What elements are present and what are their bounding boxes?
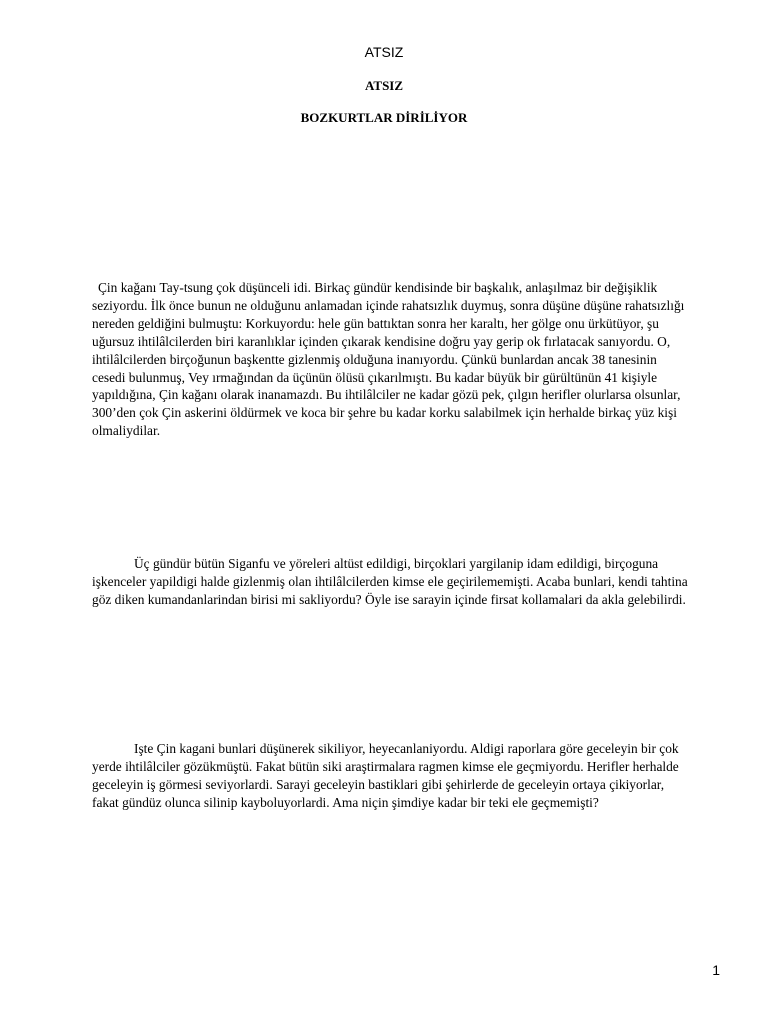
paragraph: Üç gündür bütün Siganfu ve yöreleri altüst edildigi, birçoklari yargilanip idam edildigi, birçoguna işkenceler yapildigi halde gizlenmiş olan ihtilâlcilerden kimse ele geçirilememişti. Acaba bunlari, kendi tahtina göz diken kumandanlarindan birisi mi sakliyordu? Öyle ise sarayin içinde firsat kollamalari da akla gelebilirdi.: [92, 556, 688, 607]
paragraph: Çin kağanı Tay-tsung çok düşünceli idi. Birkaç gündür kendisinde bir başkalık, anlaşılmaz bir değişiklik seziyordu. İlk önce bunun ne olduğunu anlamadan içinde rahatsızlık duymuş, sonra düşüne düşüne rahatsızlığı nereden geldiğini bulmuştu: Korkuyordu: hele gün battıktan sonra her karaltı, her gölge onu ürkütüyor, şu uğursuz ihtilâlcilerden biri karanlıklar içinden çıkarak kendisine doğru yay gerip ok fırlatacak sanıyordu. O, ihtilâlcilerden birçoğunun başkentte gizlenmiş olduğuna inanıyordu. Çünkü bunlardan ancak 38 tanesinin cesedi bulunmuş, Vey ırmağından da üçünün ölüsü çıkarılmıştı. Bu kadar büyük bir gürültünün 41 kişiyle yapıldığına, Çin kağanı olarak inanamazdı. Bu ihtilâlciler ne kadar gözü pek, çılgın herifler olurlarsa olsunlar, 300’den çok Çin askerini öldürmek ve koca bir şehre bu kadar korku salabilmek için herhalde birkaç yüz kişi olmaliydilar.: [92, 280, 685, 439]
page-number: 1: [712, 962, 720, 978]
page-header-title: ATSIZ: [364, 44, 404, 60]
book-title: BOZKURTLAR DİRİLİYOR: [300, 110, 468, 125]
paragraph: Işte Çin kagani bunlari düşünerek sikiliyor, heyecanlaniyordu. Aldigi raporlara göre geceleyin bir çok yerde ihtilâlciler gözükmüştü. Fakat bütün siki araştirmalara ragmen kimse ele geçmiyordu. Herifler herhalde geceleyin iş görmesi seviyorlardi. Sarayi geceleyin bastiklari gibi şehirlerde de geceleyin ortaya çikiyorlar, fakat gündüz olunca silinip kayboluyorlardi. Ama niçin şimdiye kadar bir teki ele geçmemişti?: [92, 741, 679, 810]
author-name: ATSIZ: [364, 78, 404, 93]
